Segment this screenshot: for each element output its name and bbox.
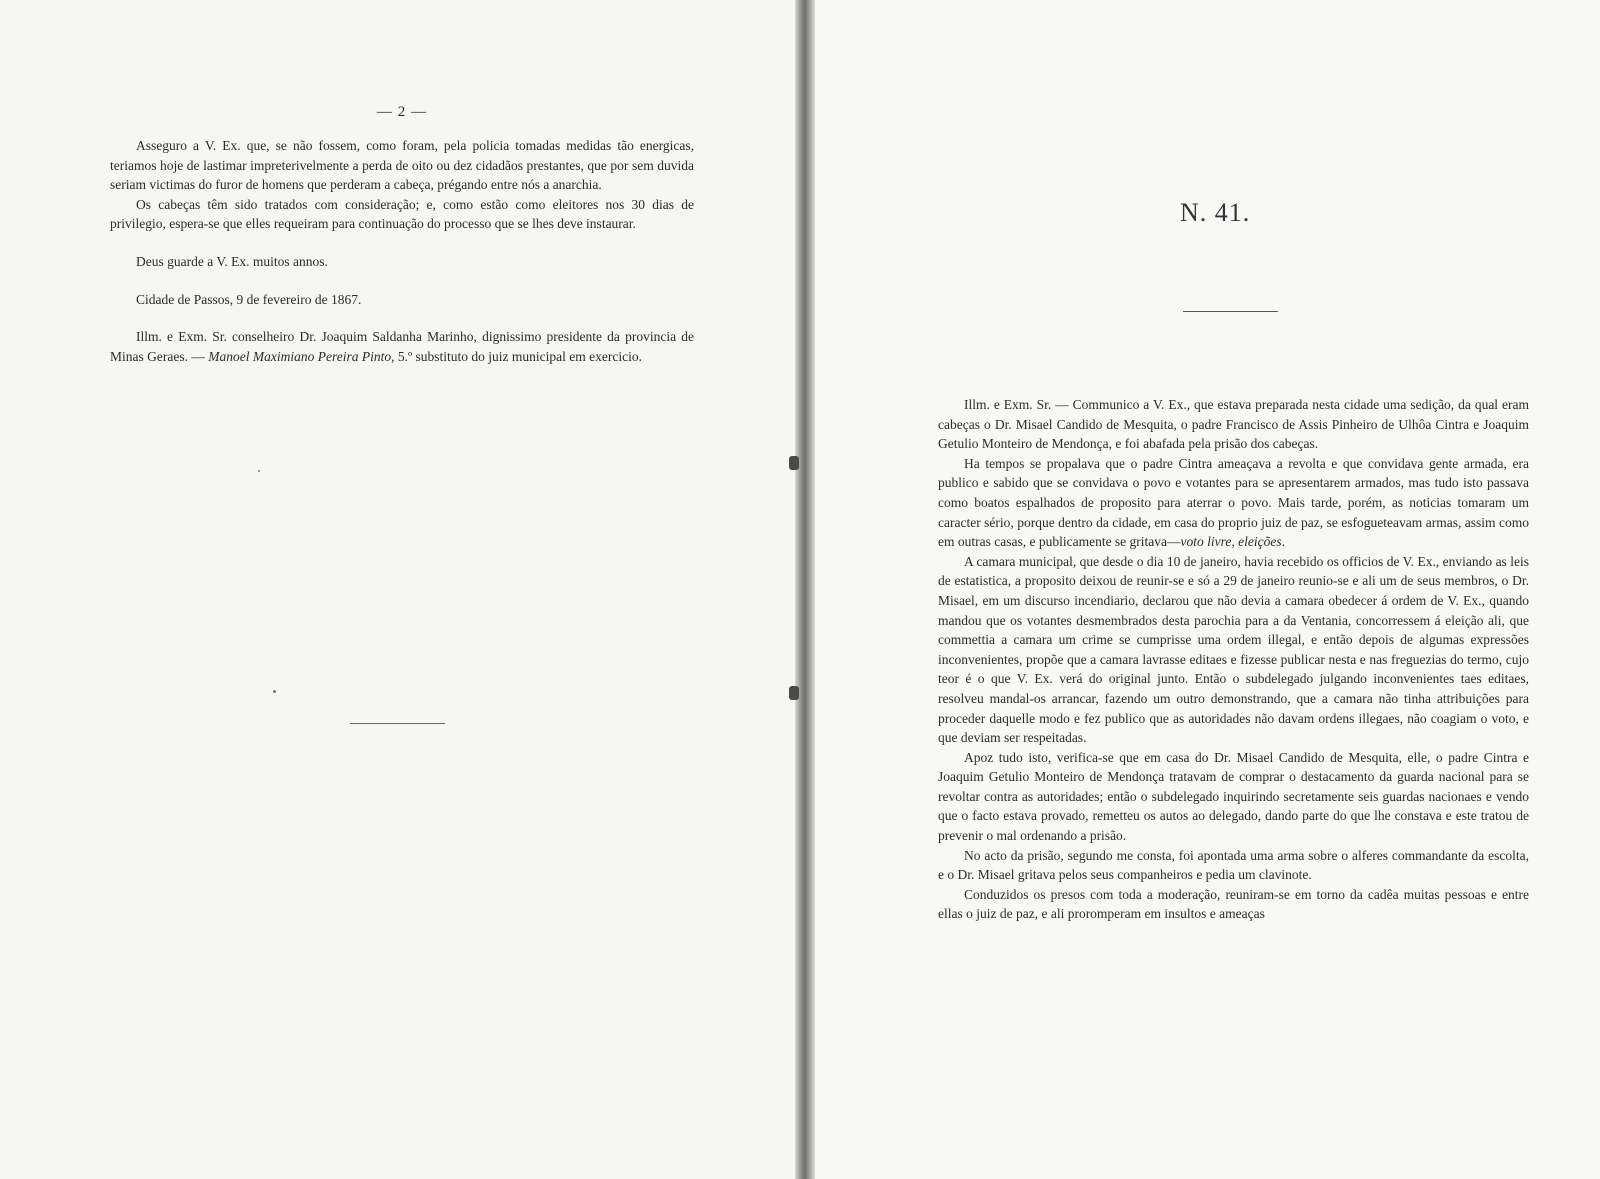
closing-salutation: Deus guarde a V. Ex. muitos annos. bbox=[136, 253, 328, 269]
paragraph-5: No acto da prisão, segundo me consta, foi apontada uma arma sobre o alferes commandante da escolta, e o Dr. Misael gritava pelos seus companheiros e pedia um clavinote. bbox=[938, 847, 1529, 883]
addressee-signature bbox=[110, 327, 694, 366]
binding-clip bbox=[789, 456, 799, 470]
place-date: Cidade de Passos, 9 de fevereiro de 1867. bbox=[136, 291, 362, 307]
paper-speck bbox=[273, 690, 276, 693]
paragraph-2 bbox=[938, 454, 1529, 552]
addressee-text: Illm. e Exm. Sr. conselheiro Dr. Joaquim Saldanha Marinho, dignissimo presidente da provincia de Minas Geraes. — bbox=[110, 329, 694, 364]
heading-rule bbox=[1183, 311, 1278, 312]
binding-clip bbox=[789, 686, 799, 700]
document-number: N. 41. bbox=[1180, 198, 1251, 227]
paragraph-6: Conduzidos os presos com toda a moderação, reuniram-se em torno da cadêa muitas pessoas e entre ellas o juiz de paz, e ali proromperam em insultos e ameaças bbox=[938, 886, 1529, 922]
left-page bbox=[0, 0, 795, 1179]
right-page-text bbox=[938, 395, 1529, 924]
page-number: — 2 — bbox=[377, 104, 427, 120]
paragraph-2-end: . bbox=[1281, 534, 1286, 550]
left-page-text bbox=[110, 136, 694, 366]
paper-speck bbox=[258, 470, 260, 472]
shout-emphasis: voto livre, eleições bbox=[1180, 534, 1282, 550]
paragraph-4: Apoz tudo isto, verifica-se que em casa do Dr. Misael Candido de Mesquita, elle, o padre Cintra e Joaquim Getulio Monteiro de Mendonça tratavam de comprar o destacamento da guarda nacional para se revoltar contra as autoridades; então o subdelegado inquirindo secretamente seis guardas nacionaes e vendo que o facto estava provado, remetteu os autos ao delegado, dando parte do que lhe constava e este tratou de prevenir o mal ordenando a prisão. bbox=[938, 749, 1529, 844]
paragraph-2-text: Ha tempos se propalava que o padre Cintra ameaçava a revolta e que convidava gente armada, era publico e sabido que se convidava o povo e votantes para se apresentarem armados, mas tudo isto passava como boatos espalhados de proposito para aterrar o povo. Mais tarde, porém, as noticias tomaram um caracter sério, porque dentro da cidade, em casa do proprio juiz de paz, se esfogueteavam armas, assim como em outras casas, e publicamente se gritava— bbox=[938, 455, 1529, 550]
paragraph-3: A camara municipal, que desde o dia 10 de janeiro, havia recebido os officios de V. Ex., enviando as leis de estatistica, a proposito deixou de reunir-se e só a 29 de janeiro reunio-se e ali um de seus membros, o Dr. Misael, em um discurso incendiario, declarou que não devia a camara obedecer á ordem de V. Ex., quando mandou que os votantes desmembrados desta parochia para a da Ventania, concorressem á eleição ali, que commettia a camara um crime se cumprisse uma ordem illegal, e então depois de algumas expressões inconvenientes, propõe que a camara lavrasse editaes e fizesse publicar nesta e nas freguezias do termo, cujo teor é o que V. Ex. verá do original junto. Então o subdelegado julgando inconvenientes taes editaes, resolveu mandal-os arrancar, fazendo um outro demonstrando, que a camara não tinha attribuições para proceder daquelle modo e fez publico que as autoridades não davam ordens illegaes, não coagiam o voto, e que deviam ser respeitadas. bbox=[938, 553, 1529, 746]
signature-title: , 5.º substituto do juiz municipal em exercicio. bbox=[391, 348, 642, 364]
section-divider-rule bbox=[350, 723, 445, 724]
paragraph-2: Os cabeças têm sido tratados com consideração; e, como estão como eleitores nos 30 dias de privilegio, espera-se que elles requeiram para continuação do processo que se lhes deve instaurar. bbox=[110, 196, 694, 232]
book-gutter bbox=[795, 0, 815, 1179]
signature-name: Manoel Maximiano Pereira Pinto bbox=[208, 348, 392, 364]
paragraph-1: Illm. e Exm. Sr. — Communico a V. Ex., que estava preparada nesta cidade uma sedição, da qual eram cabeças o Dr. Misael Candido de Mesquita, o padre Francisco de Assis Pinheiro de Ulhôa Cintra e Joaquim Getulio Monteiro de Mendonça, e foi abafada pela prisão dos cabeças. bbox=[938, 397, 1529, 452]
paragraph-1: Asseguro a V. Ex. que, se não fossem, como foram, pela policia tomadas medidas tão energicas, teriamos hoje de lastimar impreterivelmente a perda de oito ou dez cidadãos prestantes, que por sem duvida seriam victimas do furor de homens que perderam a cabeça, prégando entre nós a anarchia. bbox=[110, 138, 694, 193]
